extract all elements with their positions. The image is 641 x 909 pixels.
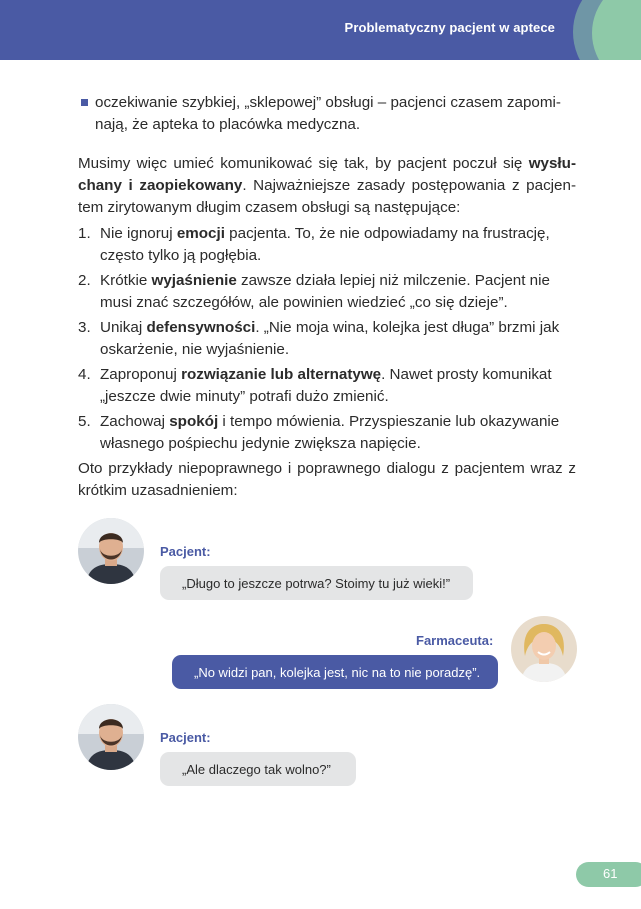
rule-keyword: emocji [176,225,225,242]
header-decoration-circle [592,0,641,60]
patient-avatar [78,704,144,770]
intro-paragraph [78,153,576,219]
rule-keyword: rozwiązanie lub alternatywę [181,366,382,383]
rule-item [78,364,576,408]
pharmacist-avatar [511,616,577,682]
intro-bold: wysłuchany i zaopiekowany [78,155,576,194]
rule-item [78,223,576,267]
rule-text: Zaproponuj [100,366,182,383]
intro-text: Musimy więc umieć komunikować się tak, by pacjent poczuł się [78,155,529,172]
bullet-text: oczekiwanie szybkiej, „sklepowej” obsługi – pacjenci czasem zapominają, że apteka to placówka medyczna. [95,94,561,133]
rule-text: Zachowaj [100,413,170,430]
rule-keyword: defensywności [146,319,256,336]
rule-item [78,411,576,455]
rule-text-end: zawsze działa lepiej niż milczenie. Pacjent nie musi znać szczegółów, ale powinien wiedzieć „co się dzieje”. [100,272,550,311]
square-bullet-icon [81,99,88,106]
rule-keyword: wyjaśnienie [151,272,237,289]
rule-number: 1. [78,225,91,242]
bullet-item [78,92,576,136]
rule-text-end: pacjenta. To, że nie odpowiadamy na frustrację, często tylko ją pogłębia. [100,225,550,264]
speaker-label: Farmaceuta: [416,633,494,648]
rule-text: Krótkie [100,272,152,289]
rule-keyword: spokój [169,413,219,430]
rule-number: 4. [78,366,91,383]
page-header [0,0,641,60]
rule-number: 2. [78,272,91,289]
patient-speech-bubble: „Długo to jeszcze potrwa? Stoimy tu już wieki!” [160,566,473,600]
rule-number: 3. [78,319,91,336]
rule-text: Unikaj [100,319,147,336]
patient-avatar [78,518,144,584]
rule-item [78,270,576,314]
rule-text-end: . „Nie moja wina, kolejka jest długa” brzmi jak oskarżenie, nie wyjaśnienie. [100,319,560,358]
outro-paragraph: Oto przykłady niepoprawnego i poprawnego dialogu z pacjentem wraz z krótkim uzasadnieniem: [78,460,576,499]
speaker-label: Pacjent: [160,544,211,559]
main-content [78,92,576,506]
page-number: 61 [603,866,618,881]
rule-item [78,317,576,361]
rule-number: 5. [78,413,91,430]
pharmacist-speech-bubble: „No widzi pan, kolejka jest, nic na to nie poradzę”. [172,655,498,689]
rule-text-end: . Nawet prosty komunikat „jeszcze dwie minuty” potrafi dużo zmienić. [100,366,552,405]
rule-text-end: i tempo mówienia. Przyspieszanie lub okazywanie własnego pośpiechu jedynie zwiększa napięcie. [100,413,560,452]
patient-speech-bubble: „Ale dlaczego tak wolno?” [160,752,356,786]
speaker-label: Pacjent: [160,730,211,745]
chapter-title: Problematyczny pacjent w aptece [344,20,555,35]
intro-text-end: . Najważniejsze zasady postępowania z pacjentem zirytowanym długim czasem obsługi są następujące: [78,177,576,216]
rules-list [78,223,576,455]
rule-text: Nie ignoruj [100,225,177,242]
